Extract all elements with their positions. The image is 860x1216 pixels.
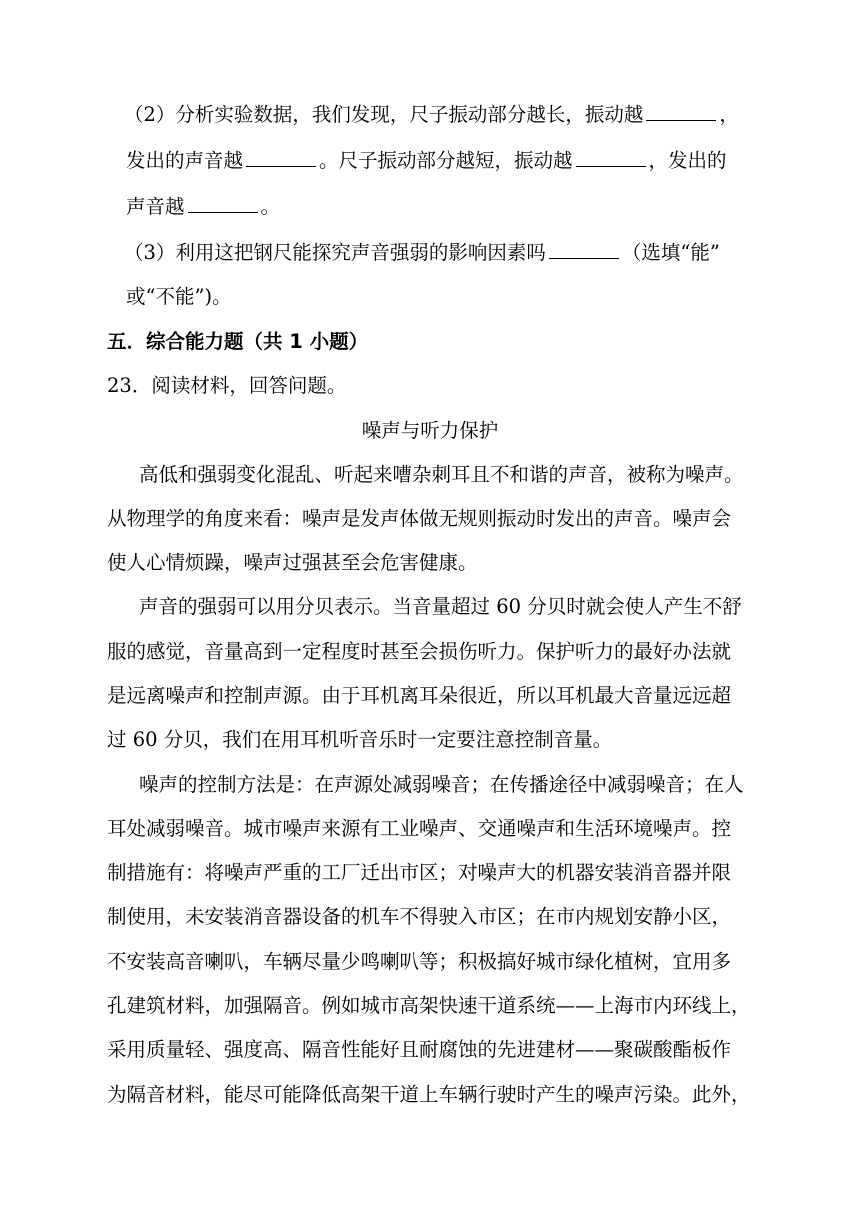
q3-line-1 (124, 239, 720, 267)
q2-text-1a: （2）分析实验数据，我们发现，尺子振动部分越长，振动越 (124, 103, 644, 126)
article-line: 声音的强弱可以用分贝表示。当音量超过 60 分贝时就会使人产生不舒 (139, 595, 742, 618)
article-title: 噪声与听力保护 (361, 419, 499, 442)
q2-line-3 (126, 193, 280, 221)
article-line: 制使用，未安装消音器设备的机车不得驶入市区；在市内规划安静小区， (107, 905, 732, 928)
article-line: 不安装高音喇叭，车辆尽量少鸣喇叭等；积极搞好城市绿化植树，宜用多 (107, 950, 732, 973)
q2-text-2a: 发出的声音越 (126, 149, 244, 172)
q23-prompt: 23．阅读材料，回答问题。 (107, 374, 347, 397)
article-line: 孔建筑材料，加强隔音。例如城市高架快速干道系统——上海市内环线上， (107, 994, 751, 1017)
answer-blank[interactable] (246, 147, 316, 167)
article-line: 是远离噪声和控制声源。由于耳机离耳朵很近，所以耳机最大音量远远超 (107, 684, 732, 707)
article-line: 高低和强弱变化混乱、听起来嘈杂刺耳且不和谐的声音，被称为噪声。 (139, 463, 744, 486)
q2-line-2 (126, 147, 727, 175)
q2-text-3a: 声音越 (126, 195, 185, 218)
article-line: 从物理学的角度来看：噪声是发声体做无规则振动时发出的声音。噪声会 (107, 507, 732, 530)
article-line: 使人心情烦躁，噪声过强甚至会危害健康。 (107, 551, 478, 574)
q3-line-2: 或“不能”)。 (126, 285, 232, 308)
answer-blank[interactable] (188, 193, 258, 213)
article-line: 制措施有：将噪声严重的工厂迁出市区；对噪声大的机器安装消音器并限 (107, 861, 732, 884)
answer-blank[interactable] (576, 147, 646, 167)
q2-text-2b: 。尺子振动部分越短，振动越 (319, 149, 573, 172)
q2-text-1b: ， (719, 103, 739, 126)
answer-blank[interactable] (646, 101, 716, 121)
article-line: 噪声的控制方法是：在声源处减弱噪音；在传播途径中减弱噪音；在人 (139, 773, 744, 796)
article-line: 耳处减弱噪音。城市噪声来源有工业噪声、交通噪声和生活环境噪声。控 (107, 817, 732, 840)
article-line: 服的感觉，音量高到一定程度时甚至会损伤听力。保护听力的最好办法就 (107, 640, 732, 663)
answer-blank[interactable] (549, 239, 619, 259)
q3-text-1a: （3）利用这把钢尺能探究声音强弱的影响因素吗 (124, 241, 546, 264)
q2-text-3b: 。 (260, 195, 281, 218)
article-line: 为隔音材料，能尽可能降低高架干道上车辆行驶时产生的噪声污染。此外， (107, 1083, 751, 1106)
article-line: 过 60 分贝，我们在用耳机听音乐时一定要注意控制音量。 (107, 728, 613, 751)
q2-line-1 (124, 101, 739, 129)
article-line: 采用质量轻、强度高、隔音性能好且耐腐蚀的先进建材——聚碳酸酯板作 (107, 1038, 732, 1061)
q3-text-1b: （选填“能” (621, 241, 720, 264)
q2-text-2c: ，发出的 (648, 149, 727, 172)
section-heading: 五．综合能力题（共 1 小题） (107, 330, 369, 353)
